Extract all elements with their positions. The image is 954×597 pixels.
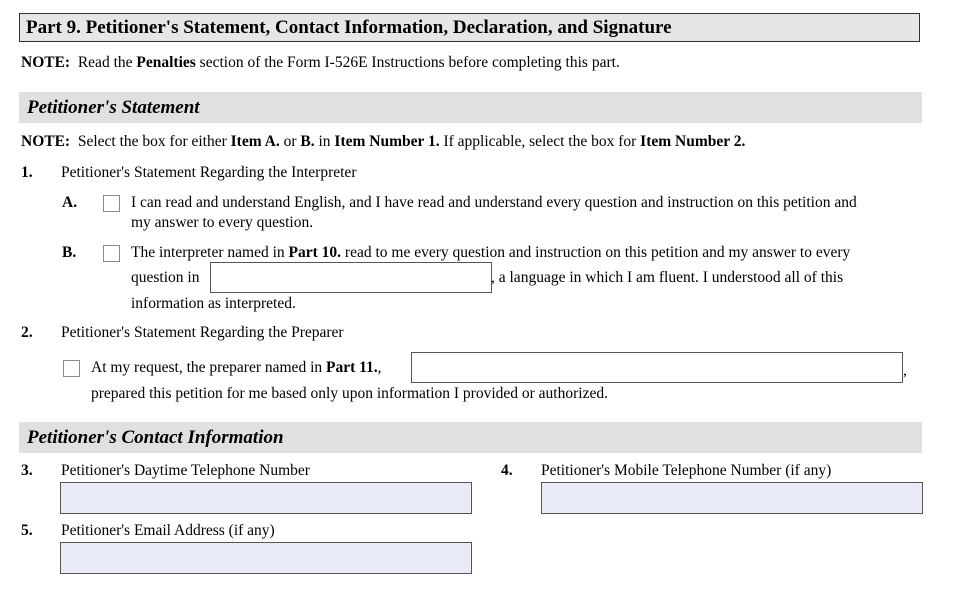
note-text: Read the [77, 54, 137, 71]
note-emphasis: Item Number 1. [334, 133, 440, 150]
item-2-text: , [377, 359, 382, 376]
item-1b-text-line1 [131, 244, 850, 262]
note-text: Select the box for either [77, 133, 231, 150]
item-2-label: Petitioner's Statement Regarding the Preparer [61, 324, 344, 341]
item-3-number: 3. [21, 462, 33, 479]
mobile-phone-input[interactable] [541, 482, 923, 514]
item-1-label: Petitioner's Statement Regarding the Interpreter [61, 164, 357, 181]
part-9-header: Part 9. Petitioner's Statement, Contact Information, Declaration, and Signature [19, 13, 920, 42]
note-lead: NOTE: [21, 54, 71, 71]
item-1-number: 1. [21, 164, 33, 181]
item-1b-question-in: question in [131, 269, 200, 286]
item-5-number: 5. [21, 522, 33, 539]
note-emphasis: B. [300, 133, 315, 150]
item-1a-text-line2: my answer to every question. [131, 214, 314, 231]
daytime-phone-input[interactable] [60, 482, 472, 514]
item-4-label: Petitioner's Mobile Telephone Number (if any) [541, 462, 832, 479]
item-1b-text-line2: , a language in which I am fluent. I understood all of this [491, 269, 844, 286]
section-petitioners-statement: Petitioner's Statement [19, 92, 922, 123]
item-2-text-line2: prepared this petition for me based only upon information I provided or authorized. [91, 385, 608, 402]
item-1b-letter: B. [62, 244, 77, 261]
item-2-checkbox[interactable] [63, 360, 80, 377]
item-5-label: Petitioner's Email Address (if any) [61, 522, 275, 539]
item-2-emphasis: Part 11. [326, 359, 378, 376]
item-1b-text-line3: information as interpreted. [131, 295, 296, 312]
item-4-number: 4. [501, 462, 513, 479]
item-1b-emphasis: Part 10. [288, 244, 342, 261]
item-3-label: Petitioner's Daytime Telephone Number [61, 462, 310, 479]
note-emphasis: Item A. [230, 133, 280, 150]
item-1b-checkbox[interactable] [103, 245, 120, 262]
item-1b-text: read to me every question and instruction on this petition and my answer to every [341, 244, 851, 261]
note-emphasis: Penalties [136, 54, 196, 71]
selection-note [21, 133, 745, 151]
item-1a-letter: A. [62, 194, 78, 211]
note-text: or [279, 133, 301, 150]
note-text: section of the Form I-526E Instructions before completing this part. [195, 54, 620, 71]
item-1a-text-line1: I can read and understand English, and I have read and understand every question and instruction on this petition and [131, 194, 857, 211]
note-lead: NOTE: [21, 133, 71, 150]
item-2-text: At my request, the preparer named in [91, 359, 326, 376]
penalties-note [21, 54, 620, 72]
interpreter-language-input[interactable] [210, 262, 492, 293]
preparer-name-input[interactable] [411, 352, 903, 383]
section-petitioners-contact-information: Petitioner's Contact Information [19, 422, 922, 453]
email-address-input[interactable] [60, 542, 472, 574]
note-text: in [314, 133, 335, 150]
item-1a-checkbox[interactable] [103, 195, 120, 212]
note-text: If applicable, select the box for [439, 133, 641, 150]
item-1b-text: The interpreter named in [131, 244, 289, 261]
item-2-number: 2. [21, 324, 33, 341]
note-emphasis: Item Number 2. [640, 133, 746, 150]
item-2-text-line1 [91, 359, 382, 377]
item-2-comma: , [903, 362, 907, 379]
